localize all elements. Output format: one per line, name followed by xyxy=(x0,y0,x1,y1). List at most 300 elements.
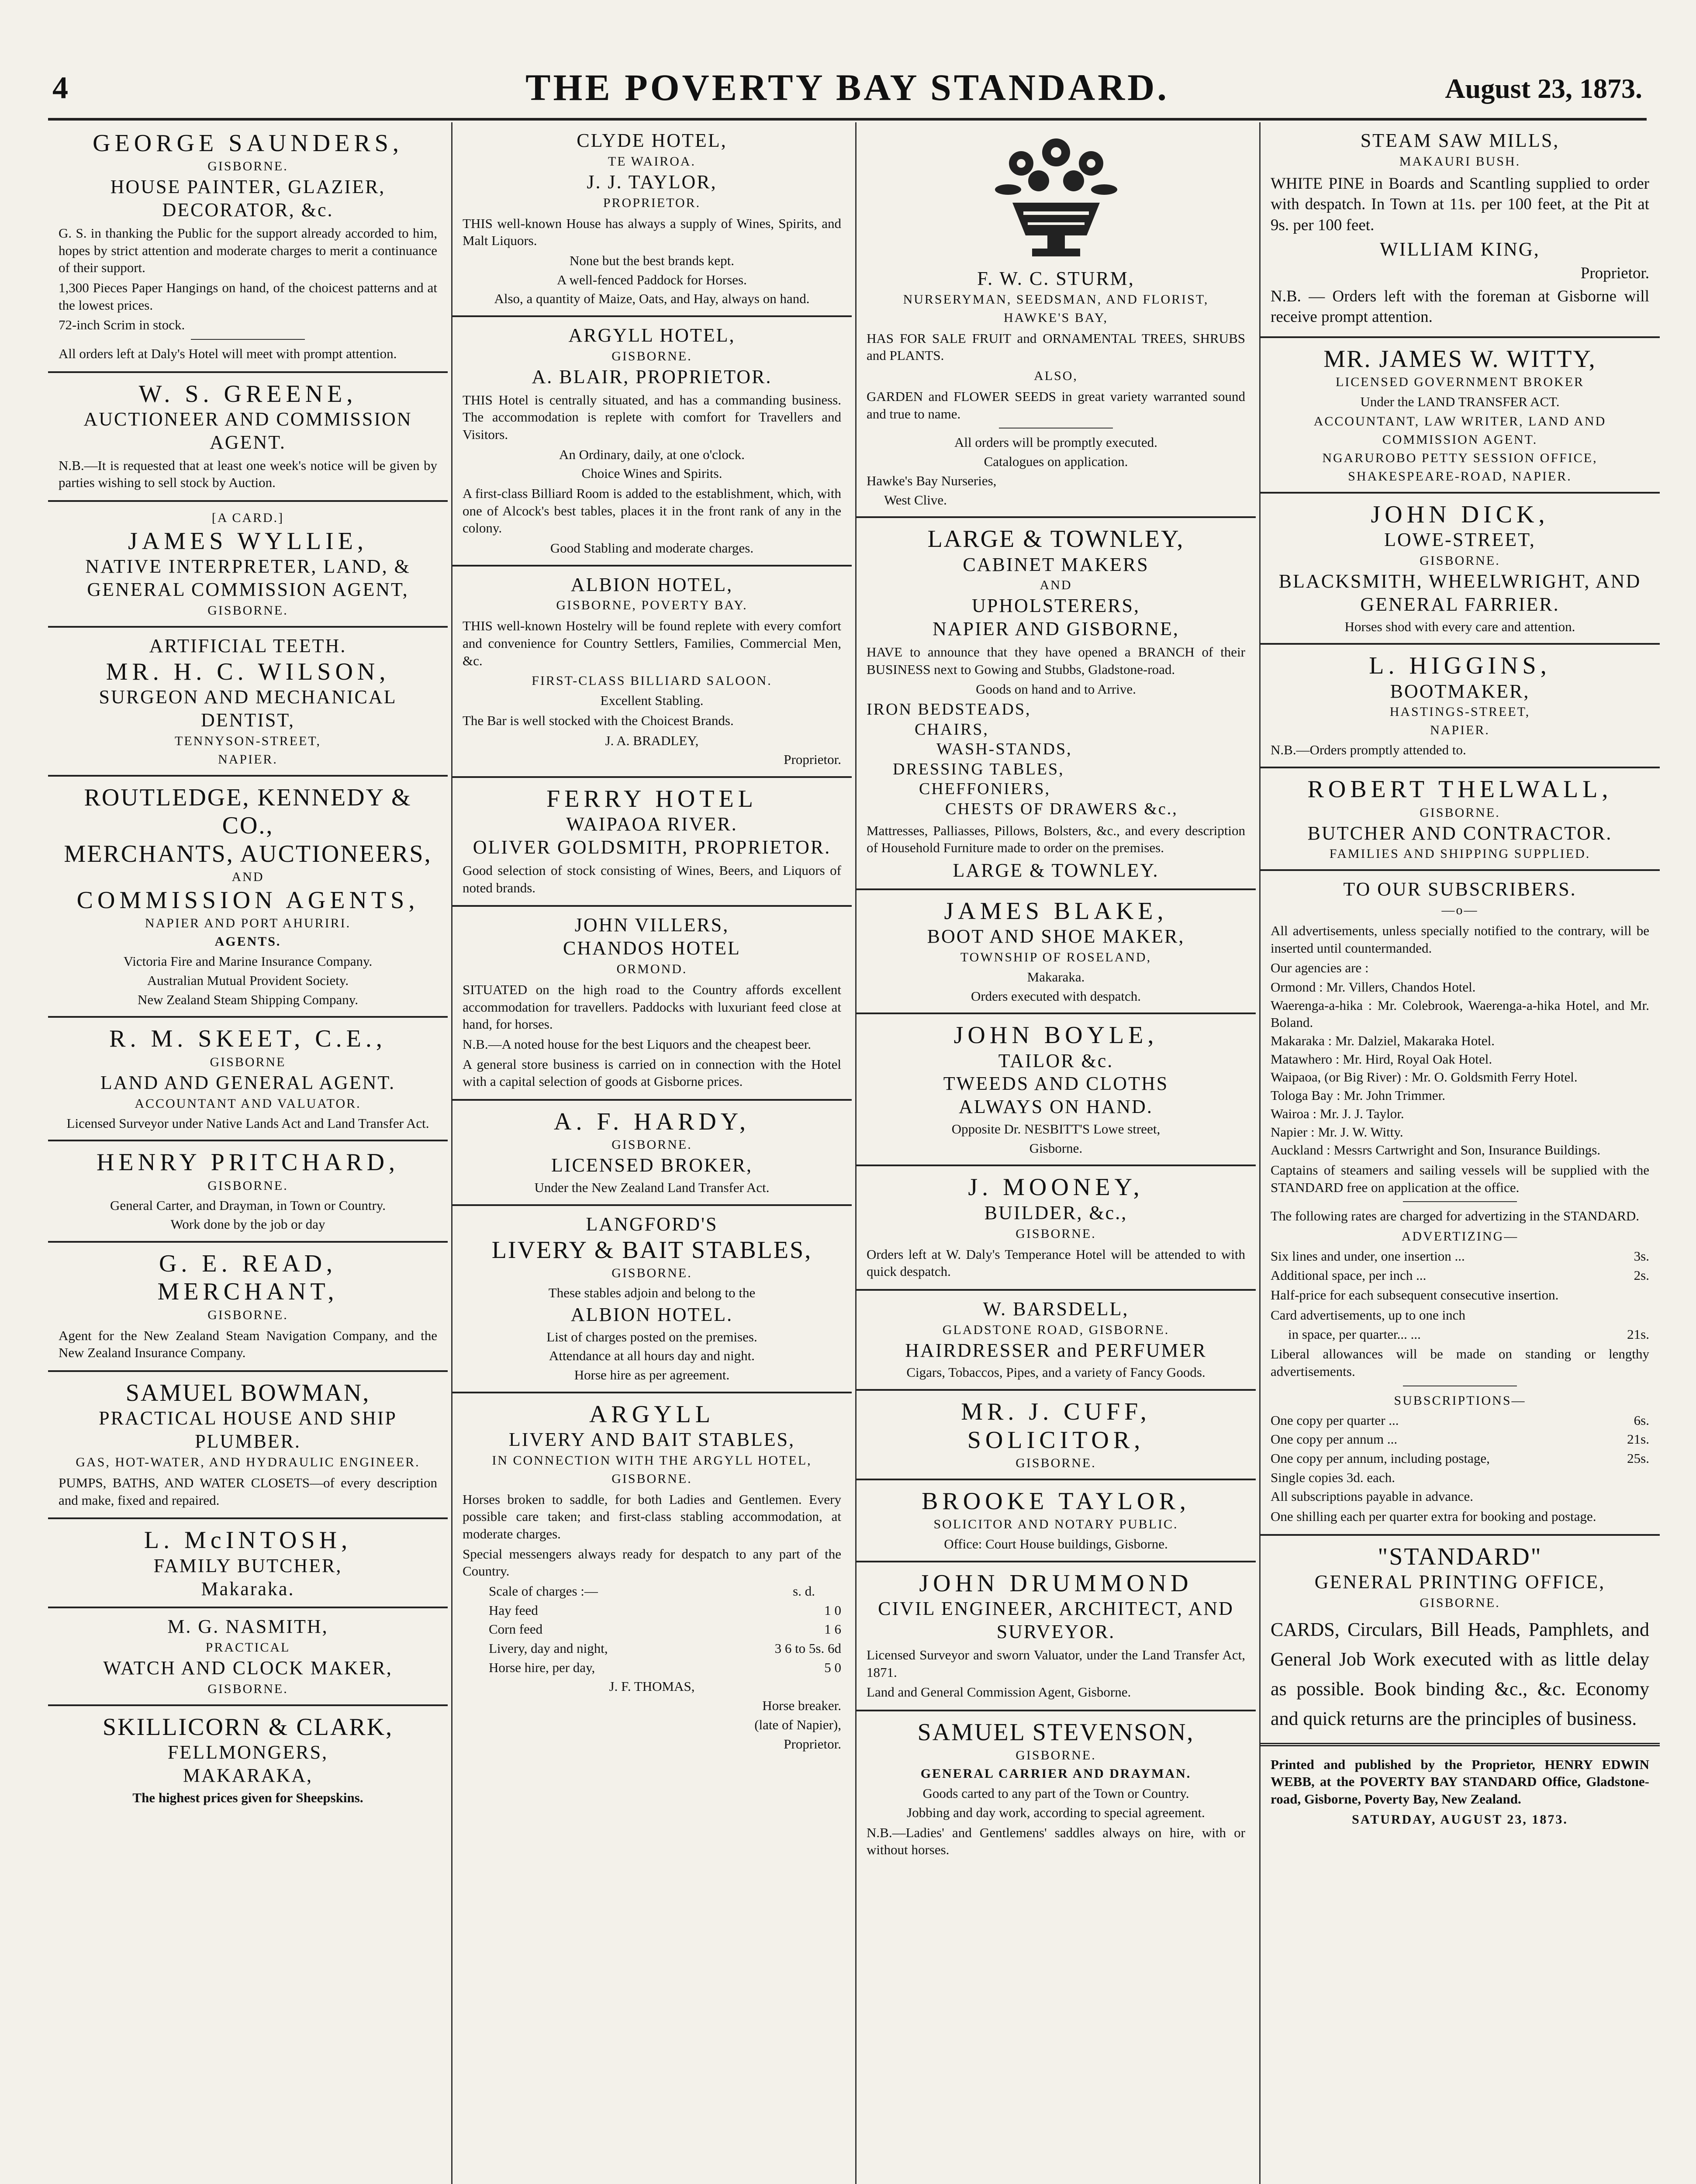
ad-stevenson xyxy=(856,1711,1256,1867)
ad-line: AND xyxy=(231,869,264,884)
ad-place: GISBORNE. xyxy=(611,1266,692,1281)
ad-steam-saw-mills xyxy=(1260,122,1660,338)
ad-line: West Clive. xyxy=(884,492,947,508)
ad-line: All orders will be promptly executed. xyxy=(954,435,1157,450)
goods-item: CHAIRS, xyxy=(915,720,989,739)
ad-line: An Ordinary, daily, at one o'clock. xyxy=(559,446,745,462)
ad-name: LIVERY & BAIT STABLES, xyxy=(491,1236,812,1264)
ad-text: Mattresses, Palliasses, Pillows, Bolsters, &c., and every description of Household Furniture made to order on the premises. xyxy=(867,822,1245,856)
ad-name: ARGYLL HOTEL, xyxy=(568,324,736,346)
ad-argyll-hotel xyxy=(452,317,852,567)
ad-place: GISBORNE, POVERTY BAY. xyxy=(556,598,748,613)
divider xyxy=(999,428,1112,429)
rates-heading: SUBSCRIPTIONS— xyxy=(1394,1393,1526,1408)
ad-trade: BOOT AND SHOE MAKER, xyxy=(927,926,1185,947)
ad-name: LIVERY AND BAIT STABLES, xyxy=(508,1428,795,1450)
ad-cuff xyxy=(856,1391,1256,1480)
ad-place: NAPIER. xyxy=(218,752,278,767)
rate-row xyxy=(463,1640,841,1657)
ad-role: Proprietor. xyxy=(784,752,841,767)
ad-sub: IN CONNECTION WITH THE ARGYLL HOTEL, xyxy=(492,1453,812,1468)
ad-line: TWEEDS AND CLOTHS xyxy=(943,1073,1169,1095)
ad-hardy xyxy=(452,1101,852,1206)
agency-item: Tologa Bay : Mr. John Trimmer. xyxy=(1271,1088,1446,1103)
ad-line: UPHOLSTERERS, xyxy=(972,595,1140,617)
rate-row xyxy=(463,1659,841,1676)
ad-text: A general store business is carried on in connection with the Hotel with a capital selection of goods at Gisborne prices. xyxy=(463,1056,841,1089)
ad-role: PROPRIETOR. xyxy=(603,195,701,210)
ad-place: TOWNSHIP OF ROSELAND, xyxy=(960,950,1152,964)
ad-trade: GAS, HOT-WATER, AND HYDRAULIC ENGINEER. xyxy=(76,1455,420,1470)
price-table xyxy=(463,1602,841,1676)
ad-text: Land and General Commission Agent, Gisborne. xyxy=(867,1684,1131,1700)
ad-place: GISBORNE. xyxy=(1420,553,1500,568)
ad-blake xyxy=(856,890,1256,1015)
ad-place: MAKAURI BUSH. xyxy=(1399,154,1521,169)
ad-place: Makaraka. xyxy=(201,1578,295,1600)
rate-price: 21s. xyxy=(1627,1431,1649,1447)
ad-mcintosh xyxy=(48,1519,448,1608)
ad-place: WAIPAOA RIVER. xyxy=(566,813,738,835)
ad-line: ALSO, xyxy=(1034,369,1078,384)
ad-place: GLADSTONE ROAD, GISBORNE. xyxy=(942,1322,1170,1337)
ad-line: Catalogues on application. xyxy=(984,454,1128,470)
ad-name: STEAM SAW MILLS, xyxy=(1360,130,1560,151)
ad-witty xyxy=(1260,338,1660,494)
ad-name: MR. JAMES W. WITTY, xyxy=(1323,345,1596,373)
ad-read xyxy=(48,1243,448,1372)
ad-thelwall xyxy=(1260,768,1660,871)
ad-wyllie xyxy=(48,502,448,628)
rate-item: Six lines and under, one insertion ... xyxy=(1271,1248,1465,1264)
ad-name: L. McINTOSH, xyxy=(144,1527,352,1554)
goods-item: IRON BEDSTEADS, xyxy=(867,700,1031,719)
ad-line: These stables adjoin and belong to the xyxy=(548,1285,756,1301)
rate-price: 1 0 xyxy=(824,1602,841,1618)
ad-trade: GENERAL CARRIER AND DRAYMAN. xyxy=(920,1766,1192,1781)
ad-line: COMMISSION AGENTS, xyxy=(76,886,419,914)
ad-text: Agent for the New Zealand Steam Navigation Company, and the New Zealand Insurance Company. xyxy=(59,1327,437,1361)
ad-place: GISBORNE. xyxy=(1420,1595,1500,1610)
ad-trade: HOUSE PAINTER, GLAZIER, DECORATOR, &c. xyxy=(110,176,386,221)
rate-price: 6s. xyxy=(1634,1412,1649,1428)
ad-line: ACCOUNTANT, LAW WRITER, LAND AND COMMISSION AGENT. xyxy=(1313,414,1606,447)
ad-text: THIS well-known House has always a supply of Wines, Spirits, and Malt Liquors. xyxy=(463,215,841,249)
rate-price: 21s. xyxy=(1627,1326,1649,1342)
ad-name: FERRY HOTEL xyxy=(546,785,757,813)
ad-line: Work done by the job or day xyxy=(170,1216,325,1232)
ad-place: HAWKE'S BAY, xyxy=(1003,310,1109,325)
price-table-header xyxy=(463,1583,841,1600)
ad-text: Licensed Surveyor and sworn Valuator, under the Land Transfer Act, 1871. xyxy=(867,1647,1245,1680)
ad-name: W. BARSDELL, xyxy=(983,1298,1129,1320)
rate-price: 3s. xyxy=(1634,1248,1649,1264)
notice-text: All subscriptions payable in advance. xyxy=(1271,1489,1474,1504)
ad-line: Jobbing and day work, according to special agreement. xyxy=(907,1805,1205,1821)
ad-text: Special messengers always ready for despatch to any part of the Country. xyxy=(463,1546,841,1579)
ad-name: BROOKE TAYLOR, xyxy=(922,1487,1190,1515)
rate-item: Additional space, per inch ... xyxy=(1271,1267,1427,1283)
ad-line: Choice Wines and Spirits. xyxy=(581,466,722,481)
ad-text: All orders left at Daly's Hotel will meet with prompt attention. xyxy=(59,346,397,362)
ad-trade: FELLMONGERS, xyxy=(167,1742,328,1763)
ad-trade: BOOTMAKER, xyxy=(1390,680,1530,702)
agency-list xyxy=(1271,978,1649,1159)
ad-line: Victoria Fire and Marine Insurance Company. xyxy=(123,954,373,969)
ad-trade: MERCHANT, xyxy=(157,1278,339,1306)
ad-role: Proprietor. xyxy=(1580,264,1649,282)
column-3 xyxy=(856,122,1256,2184)
ad-name: MR. J. CUFF, xyxy=(961,1398,1151,1426)
agency-item: Auckland : Messrs Cartwright and Son, Insurance Buildings. xyxy=(1271,1142,1601,1158)
ad-line: Gisborne. xyxy=(1029,1140,1083,1156)
rate-item: One copy per annum ... xyxy=(1271,1431,1398,1447)
ad-owner: J. A. BRADLEY, xyxy=(605,733,699,748)
goods-item: CHESTS OF DRAWERS &c., xyxy=(945,799,1178,818)
ad-barsdell xyxy=(856,1291,1256,1391)
ad-place: GISBORNE. xyxy=(611,349,692,363)
goods-item: DRESSING TABLES, xyxy=(893,760,1064,778)
ad-line: SHAKESPEARE-ROAD, NAPIER. xyxy=(1348,469,1572,484)
ad-place: ORMOND. xyxy=(616,962,687,977)
ad-place: NAPIER AND PORT AHURIRI. xyxy=(145,916,351,931)
ad-place: GISBORNE. xyxy=(207,1307,288,1322)
ad-line: Under the New Zealand Land Transfer Act. xyxy=(534,1180,770,1196)
ad-line: Opposite Dr. NESBITT'S Lowe street, xyxy=(951,1121,1161,1137)
ad-nasmith xyxy=(48,1608,448,1706)
ad-place: GISBORNE. xyxy=(1016,1748,1096,1763)
ad-line: Horse breaker. xyxy=(762,1698,841,1714)
ad-text: WHITE PINE in Boards and Scantling supplied to order with despatch. In Town at 11s. per 100 feet, at the Pit at 9s. per 100 feet. xyxy=(1271,174,1649,234)
column-2 xyxy=(452,122,852,2184)
ad-line: Licensed Surveyor under Native Lands Act and Land Transfer Act. xyxy=(66,1115,429,1131)
rate-item: Corn feed xyxy=(489,1621,543,1637)
ad-argyll-stables xyxy=(452,1393,852,1761)
ad-place: GISBORNE. xyxy=(207,603,288,618)
ad-name: SAMUEL STEVENSON, xyxy=(917,1718,1195,1746)
ad-line: CABINET MAKERS xyxy=(963,553,1149,575)
notice-text: The following rates are charged for advertizing in the STANDARD. xyxy=(1271,1208,1640,1224)
ad-hotel: CHANDOS HOTEL xyxy=(563,937,741,959)
ad-place: GISBORNE. xyxy=(1420,805,1500,820)
notice-separator: —o— xyxy=(1441,903,1478,918)
ad-text: N.B.—A noted house for the best Liquors and the cheapest beer. xyxy=(463,1037,812,1052)
ad-name: F. W. C. STURM, xyxy=(977,268,1135,289)
ad-higgins xyxy=(1260,645,1660,768)
ad-line: List of charges posted on the premises. xyxy=(546,1329,757,1344)
ad-wilson xyxy=(48,628,448,777)
rate-row xyxy=(1271,1431,1649,1448)
ad-skeet xyxy=(48,1018,448,1141)
ad-trade: SURGEON AND MECHANICAL DENTIST, xyxy=(99,686,397,731)
rate-item: Hay feed xyxy=(489,1602,538,1618)
ad-line: Hawke's Bay Nurseries, xyxy=(867,473,997,488)
ad-line: MERCHANTS, AUCTIONEERS, xyxy=(64,840,432,867)
ad-clyde-hotel xyxy=(452,122,852,317)
ad-line: FIRST-CLASS BILLIARD SALOON. xyxy=(532,674,772,688)
ad-text: SITUATED on the high road to the Country affords excellent accommodation for travellers. Paddocks with luxuriant feed close at hand, for horses. xyxy=(463,982,841,1032)
imprint-date: SATURDAY, AUGUST 23, 1873. xyxy=(1352,1812,1568,1827)
ad-place: GISBORNE xyxy=(210,1054,286,1069)
ad-trade: LICENSED BROKER, xyxy=(551,1154,753,1176)
ad-trade: LICENSED GOVERNMENT BROKER xyxy=(1335,375,1585,390)
rate-item: in space, per quarter... ... xyxy=(1288,1326,1421,1342)
ad-line: Office: Court House buildings, Gisborne. xyxy=(944,1536,1168,1552)
ad-text: The Bar is well stocked with the Choicest Brands. xyxy=(463,713,734,729)
ad-place: GISBORNE. xyxy=(1016,1226,1096,1241)
ad-trade: BLACKSMITH, WHEELWRIGHT, AND GENERAL FARRIER. xyxy=(1278,570,1641,615)
ad-line: PRACTICAL xyxy=(205,1640,290,1655)
ad-bowman xyxy=(48,1372,448,1519)
ad-heading: ARTIFICIAL TEETH. xyxy=(149,635,347,657)
ad-line: NAPIER AND GISBORNE, xyxy=(933,618,1179,640)
advertizing-rates xyxy=(1271,1248,1649,1284)
ad-line: NGARUROBO PETTY SESSION OFFICE, xyxy=(1322,450,1598,465)
ad-text: THIS well-known Hostelry will be found replete with every comfort and convenience for Country Settlers, Families, Commercial Men, &c. xyxy=(463,618,841,668)
ad-heading: "STANDARD" xyxy=(1378,1543,1542,1570)
ad-name: G. E. READ, xyxy=(159,1250,337,1277)
ad-place: GISBORNE. xyxy=(207,1178,288,1193)
ad-trade: TAILOR &c. xyxy=(998,1050,1114,1071)
ad-routledge xyxy=(48,777,448,1018)
ad-boyle xyxy=(856,1014,1256,1166)
ad-place: NAPIER. xyxy=(1430,723,1490,738)
subscription-rates xyxy=(1271,1412,1649,1467)
ad-line: Orders executed with despatch. xyxy=(971,988,1141,1004)
ad-large-townley xyxy=(856,518,1256,890)
ad-place: GISBORNE. xyxy=(1016,1455,1096,1470)
column-4 xyxy=(1260,122,1660,2184)
masthead xyxy=(48,61,1647,121)
ad-name: CLYDE HOTEL, xyxy=(577,130,727,151)
ad-line: Attendance at all hours day and night. xyxy=(549,1348,755,1364)
ad-line: General Carter, and Drayman, in Town or Country. xyxy=(110,1197,386,1213)
ad-text: CARDS, Circulars, Bill Heads, Pamphlets, and General Job Work executed with as little delay as possible. Book binding &c., &c. Economy and quick returns are the principles of business. xyxy=(1271,1618,1649,1730)
ad-line: The highest prices given for Sheepskins. xyxy=(132,1790,363,1805)
notice-text: Liberal allowances will be made on standing or lengthy advertisements. xyxy=(1271,1346,1649,1379)
ad-line: Excellent Stabling. xyxy=(600,693,704,708)
ad-line: Australian Mutual Provident Society. xyxy=(147,973,349,988)
notice-text: Our agencies are : xyxy=(1271,960,1369,976)
ad-street: HASTINGS-STREET, xyxy=(1389,705,1530,719)
ad-trade: SOLICITOR, xyxy=(967,1426,1145,1454)
ad-line: Cigars, Tobaccos, Pipes, and a variety of Fancy Goods. xyxy=(906,1365,1206,1380)
rate-item: Livery, day and night, xyxy=(489,1641,608,1656)
ad-owner: J. F. THOMAS, xyxy=(609,1679,695,1694)
ad-trade: CIVIL ENGINEER, ARCHITECT, AND SURVEYOR. xyxy=(878,1598,1234,1643)
agency-item: Waerenga-a-hika : Mr. Colebrook, Waerenga-a-hika Hotel, and Mr. Boland. xyxy=(1271,997,1649,1030)
ad-name: L. HIGGINS, xyxy=(1369,652,1551,680)
ad-name: LARGE & TOWNLEY, xyxy=(927,525,1185,553)
ad-trade: NURSERYMAN, SEEDSMAN, AND FLORIST, xyxy=(903,292,1209,307)
imprint-text: Printed and published by the Proprietor, HENRY EDWIN WEBB, at the POVERTY BAY STANDARD Office, Gladstone-road, Gisborne, Poverty Bay, New Zealand. xyxy=(1271,1756,1649,1807)
ad-text: G. S. in thanking the Public for the support already accorded to him, hopes by strict attention and moderate charges to merit a continuance of their support. xyxy=(59,225,437,276)
ad-trade: HAIRDRESSER and PERFUMER xyxy=(905,1339,1207,1361)
ad-text: 72-inch Scrim in stock. xyxy=(59,317,185,333)
notice-text: One shilling each per quarter extra for booking and postage. xyxy=(1271,1508,1596,1524)
ad-line: AGENTS. xyxy=(214,934,281,949)
imprint xyxy=(1260,1746,1660,1835)
notice-subscribers xyxy=(1260,871,1660,1535)
notice-text: Card advertisements, up to one inch xyxy=(1271,1307,1465,1323)
ad-line: Horse hire as per agreement. xyxy=(574,1367,730,1382)
newspaper-title: THE POVERTY BAY STANDARD. xyxy=(525,66,1169,108)
rate-price: 5 0 xyxy=(824,1659,841,1675)
ad-line: Goods on hand and to Arrive. xyxy=(976,681,1136,697)
ad-langford-stables xyxy=(452,1206,852,1393)
ad-signature: LARGE & TOWNLEY. xyxy=(953,859,1159,881)
ad-line: Proprietor. xyxy=(784,1736,841,1752)
ad-pritchard xyxy=(48,1141,448,1243)
agency-item: Matawhero : Mr. Hird, Royal Oak Hotel. xyxy=(1271,1051,1492,1067)
ad-line: New Zealand Steam Shipping Company. xyxy=(137,992,359,1007)
issue-date: August 23, 1873. xyxy=(1445,73,1642,104)
rate-row xyxy=(463,1621,841,1638)
ad-line: N.B.—Orders promptly attended to. xyxy=(1271,742,1466,758)
ad-name: JOHN DICK, xyxy=(1371,501,1549,528)
goods-list xyxy=(867,700,1245,819)
rate-price: 2s. xyxy=(1634,1267,1649,1283)
ad-name: R. M. SKEET, C.E., xyxy=(109,1025,387,1053)
ad-text: Horses broken to saddle, for both Ladies and Gentlemen. Every possible care taken; and first-class stabling accommodation, at moderate charges. xyxy=(463,1491,841,1542)
ad-place: GISBORNE. xyxy=(611,1137,692,1152)
notice-heading: TO OUR SUBSCRIBERS. xyxy=(1343,878,1577,900)
ad-printing-office xyxy=(1260,1536,1660,1746)
rate-price: 1 6 xyxy=(824,1621,841,1637)
agency-item: Waipaoa, (or Big River) : Mr. O. Goldsmith Ferry Hotel. xyxy=(1271,1069,1578,1085)
ad-owner: J. J. TAYLOR, xyxy=(587,171,717,193)
ad-name: JAMES WYLLIE, xyxy=(128,528,368,555)
ad-place: GISBORNE. xyxy=(611,1471,692,1486)
ad-name: JOHN DRUMMOND xyxy=(919,1569,1193,1597)
ad-name: JOHN VILLERS, xyxy=(574,914,729,936)
rate-row xyxy=(1271,1450,1649,1467)
ad-name: JOHN BOYLE, xyxy=(953,1022,1158,1049)
ad-name: MR. H. C. WILSON, xyxy=(106,658,390,685)
ad-text: HAS FOR SALE FRUIT and ORNAMENTAL TREES, SHRUBS and PLANTS. xyxy=(867,330,1245,363)
ad-trade: ACCOUNTANT AND VALUATOR. xyxy=(135,1096,361,1111)
ad-heading: LANGFORD'S xyxy=(586,1213,718,1235)
ad-name: ROBERT THELWALL, xyxy=(1307,776,1613,803)
ad-text: Good selection of stock consisting of Wines, Beers, and Liquors of noted brands. xyxy=(463,863,841,895)
rate-row xyxy=(1271,1412,1649,1429)
ad-name: A. F. HARDY, xyxy=(554,1108,750,1136)
ad-brooke-taylor xyxy=(856,1480,1256,1562)
ad-sturm xyxy=(856,122,1256,518)
ad-name: HENRY PRITCHARD, xyxy=(96,1149,400,1176)
ad-name: J. MOONEY, xyxy=(968,1174,1144,1201)
rate-item: Horse hire, per day, xyxy=(489,1659,595,1675)
ad-trade: BUTCHER AND CONTRACTOR. xyxy=(1307,822,1613,844)
ad-line: None but the best brands kept. xyxy=(569,252,735,268)
price-table-label: Scale of charges :— xyxy=(489,1583,598,1599)
price-table-cols: s. d. xyxy=(793,1583,815,1599)
ad-line: Under the LAND TRANSFER ACT. xyxy=(1360,394,1560,410)
ad-name: M. G. NASMITH, xyxy=(167,1616,328,1638)
ad-text: PUMPS, BATHS, AND WATER CLOSETS—of every description and make, fixed and repaired. xyxy=(59,1475,437,1508)
ad-place: GISBORNE. xyxy=(207,1681,288,1696)
ad-drummond xyxy=(856,1562,1256,1711)
notice-text: Single copies 3d. each. xyxy=(1271,1469,1395,1485)
notice-text: Captains of steamers and sailing vessels will be supplied with the STANDARD free on application at the office. xyxy=(1271,1162,1649,1195)
ad-line: Good Stabling and moderate charges. xyxy=(550,540,754,556)
agency-item: Napier : Mr. J. W. Witty. xyxy=(1271,1124,1403,1140)
ad-name: ALBION HOTEL, xyxy=(570,574,733,595)
agency-item: Ormond : Mr. Villers, Chandos Hotel. xyxy=(1271,979,1476,995)
ad-skillicorn xyxy=(48,1706,448,1814)
ad-text: Orders left at W. Daly's Temperance Hotel will be attended to with quick despatch. xyxy=(867,1246,1245,1279)
ad-line: FAMILIES AND SHIPPING SUPPLIED. xyxy=(1329,847,1591,861)
ad-text: HAVE to announce that they have opened a BRANCH of their BUSINESS next to Gowing and Stubbs, Gladstone-road. xyxy=(867,644,1245,677)
ad-mooney xyxy=(856,1166,1256,1291)
page-number: 4 xyxy=(52,70,68,105)
ad-trade: BUILDER, &c., xyxy=(984,1202,1128,1223)
ad-text: A first-class Billiard Room is added to the establishment, which, with one of Alcock's best tables, places it in the front rank of any in the colony. xyxy=(463,485,841,536)
ad-name: SKILLICORN & CLARK, xyxy=(102,1713,394,1741)
ad-heading: ARGYLL xyxy=(589,1400,715,1428)
ad-place: GISBORNE. xyxy=(207,159,288,174)
ad-greene xyxy=(48,373,448,502)
ad-name: W. S. GREENE, xyxy=(138,380,357,408)
rate-row xyxy=(463,1602,841,1619)
ad-street: LOWE-STREET, xyxy=(1384,529,1536,551)
ad-trade: PRACTICAL HOUSE AND SHIP PLUMBER. xyxy=(99,1407,397,1452)
rate-row xyxy=(1271,1267,1649,1284)
ad-line: ALWAYS ON HAND. xyxy=(959,1096,1153,1118)
flower-basket-icon xyxy=(982,133,1130,264)
ad-name: GENERAL PRINTING OFFICE, xyxy=(1314,1571,1606,1593)
ad-owner: OLIVER GOLDSMITH, PROPRIETOR. xyxy=(473,836,831,858)
column-1 xyxy=(48,122,448,2184)
rate-row xyxy=(1271,1248,1649,1265)
rate-price: 25s. xyxy=(1627,1450,1649,1466)
ad-line: Horses shod with every care and attention. xyxy=(1344,619,1575,634)
rates-heading: ADVERTIZING— xyxy=(1401,1229,1519,1244)
ad-text: N.B.—Ladies' and Gentlemens' saddles always on hire, with or without horses. xyxy=(867,1825,1245,1858)
ad-text: THIS Hotel is centrally situated, and has a commanding business. The accommodation is replete with comfort for Travellers and Visitors. xyxy=(463,392,841,442)
divider xyxy=(191,339,304,340)
ad-line: WATCH AND CLOCK MAKER, xyxy=(103,1657,393,1679)
ad-text: 1,300 Pieces Paper Hangings on hand, of the choicest patterns and at the lowest prices. xyxy=(59,280,437,313)
rate-row xyxy=(1271,1326,1649,1343)
ad-line: AND xyxy=(1040,578,1072,593)
rate-item: One copy per annum, including postage, xyxy=(1271,1450,1490,1466)
ad-name: ROUTLEDGE, KENNEDY & CO., xyxy=(84,784,412,840)
agency-item: Wairoa : Mr. J. J. Taylor. xyxy=(1271,1106,1404,1121)
ad-name: JAMES BLAKE, xyxy=(944,897,1168,925)
ad-trade: AUCTIONEER AND COMMISSION AGENT. xyxy=(83,408,412,453)
ad-line: ALBION HOTEL. xyxy=(570,1303,733,1325)
ad-chandos-hotel xyxy=(452,907,852,1101)
ad-place: Makaraka. xyxy=(1027,969,1085,985)
goods-item: WASH-STANDS, xyxy=(936,740,1072,759)
ad-owner: A. BLAIR, PROPRIETOR. xyxy=(532,366,772,387)
ad-trade: LAND AND GENERAL AGENT. xyxy=(100,1071,396,1093)
ad-albion-hotel xyxy=(452,567,852,778)
ad-line: Goods carted to any part of the Town or Country. xyxy=(922,1786,1189,1801)
ad-text: GARDEN and FLOWER SEEDS in great variety warranted sound and true to name. xyxy=(867,389,1245,422)
ad-place: MAKARAKA, xyxy=(183,1765,313,1787)
notice-text: Half-price for each subsequent consecutive insertion. xyxy=(1271,1287,1559,1303)
ad-dick xyxy=(1260,494,1660,645)
ad-street: TENNYSON-STREET, xyxy=(175,733,321,748)
rate-item: One copy per quarter ... xyxy=(1271,1412,1399,1428)
ad-line: (late of Napier), xyxy=(754,1717,841,1732)
notice-text: All advertisements, unless specially notified to the contrary, will be inserted until countermanded. xyxy=(1271,923,1649,956)
ad-place: TE WAIROA. xyxy=(608,154,696,169)
ad-trade: NATIVE INTERPRETER, LAND, & GENERAL COMMISSION AGENT, xyxy=(85,556,411,601)
ad-line: Also, a quantity of Maize, Oats, and Hay, always on hand. xyxy=(494,291,810,307)
